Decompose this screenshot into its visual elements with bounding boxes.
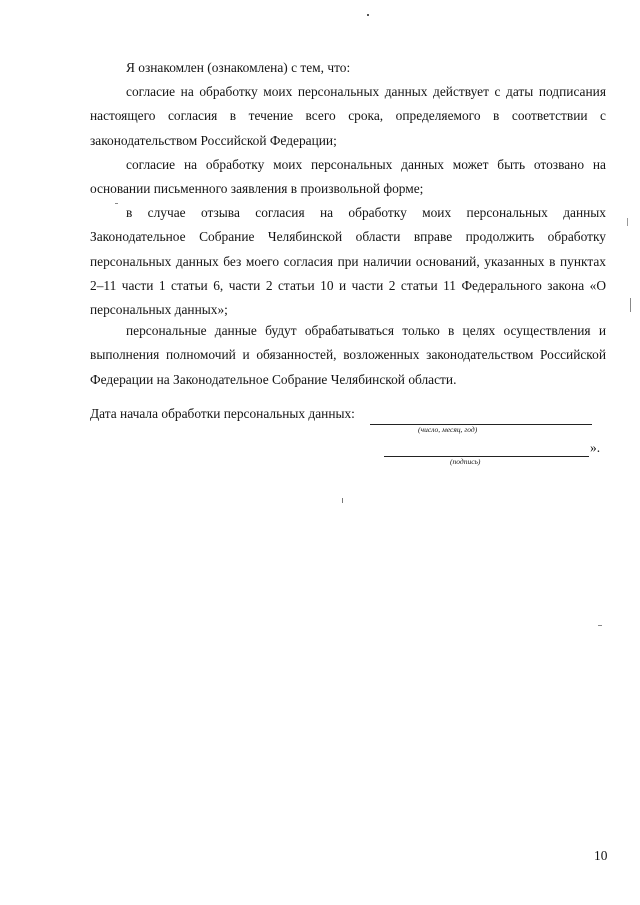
scan-speck [627,218,628,226]
scan-speck [342,498,343,503]
date-label: Дата начала обработки персональных данных: [90,406,355,421]
scan-speck [630,298,631,312]
scan-speck [598,625,602,626]
paragraph-revocation: согласие на обработку моих персональных данных может быть отозвано на основании письменного заявления в произвольной форме; [90,157,606,197]
signature-blank-line[interactable] [384,456,589,457]
signature-mark: ». [590,440,601,455]
scan-speck [367,14,369,16]
scan-speck [115,203,118,204]
paragraph-continued-processing: в случае отзыва согласия на обработку моих персональных данных Законодательное Собрание Челябинской области вправе продолжить обработку персональных данных без моего согласия при наличии оснований, указанных в пунктах 2–11 части 1 статьи 6, части 2 статьи 10 и части 2 статьи 11 Федерального закона «О персональных данных»; [90,205,606,318]
page-number: 10 [594,848,608,863]
date-blank-line[interactable] [370,424,592,425]
paragraph-purpose: персональные данные будут обрабатываться только в целях осуществления и выполнения полномочий и обязанностей, возложенных законодательством Российской Федерации на Законодательное Собрание Челябинской области. [90,323,606,387]
intro-line: Я ознакомлен (ознакомлена) с тем, что: [126,60,351,75]
paragraph-validity: согласие на обработку моих персональных данных действует с даты подписания настоящего согласия в течение всего срока, определяемого в соответствии с законодательством Российской Федерации; [90,84,606,148]
signature-caption: (подпись) [450,457,481,466]
date-caption: (число, месяц, год) [418,425,478,434]
